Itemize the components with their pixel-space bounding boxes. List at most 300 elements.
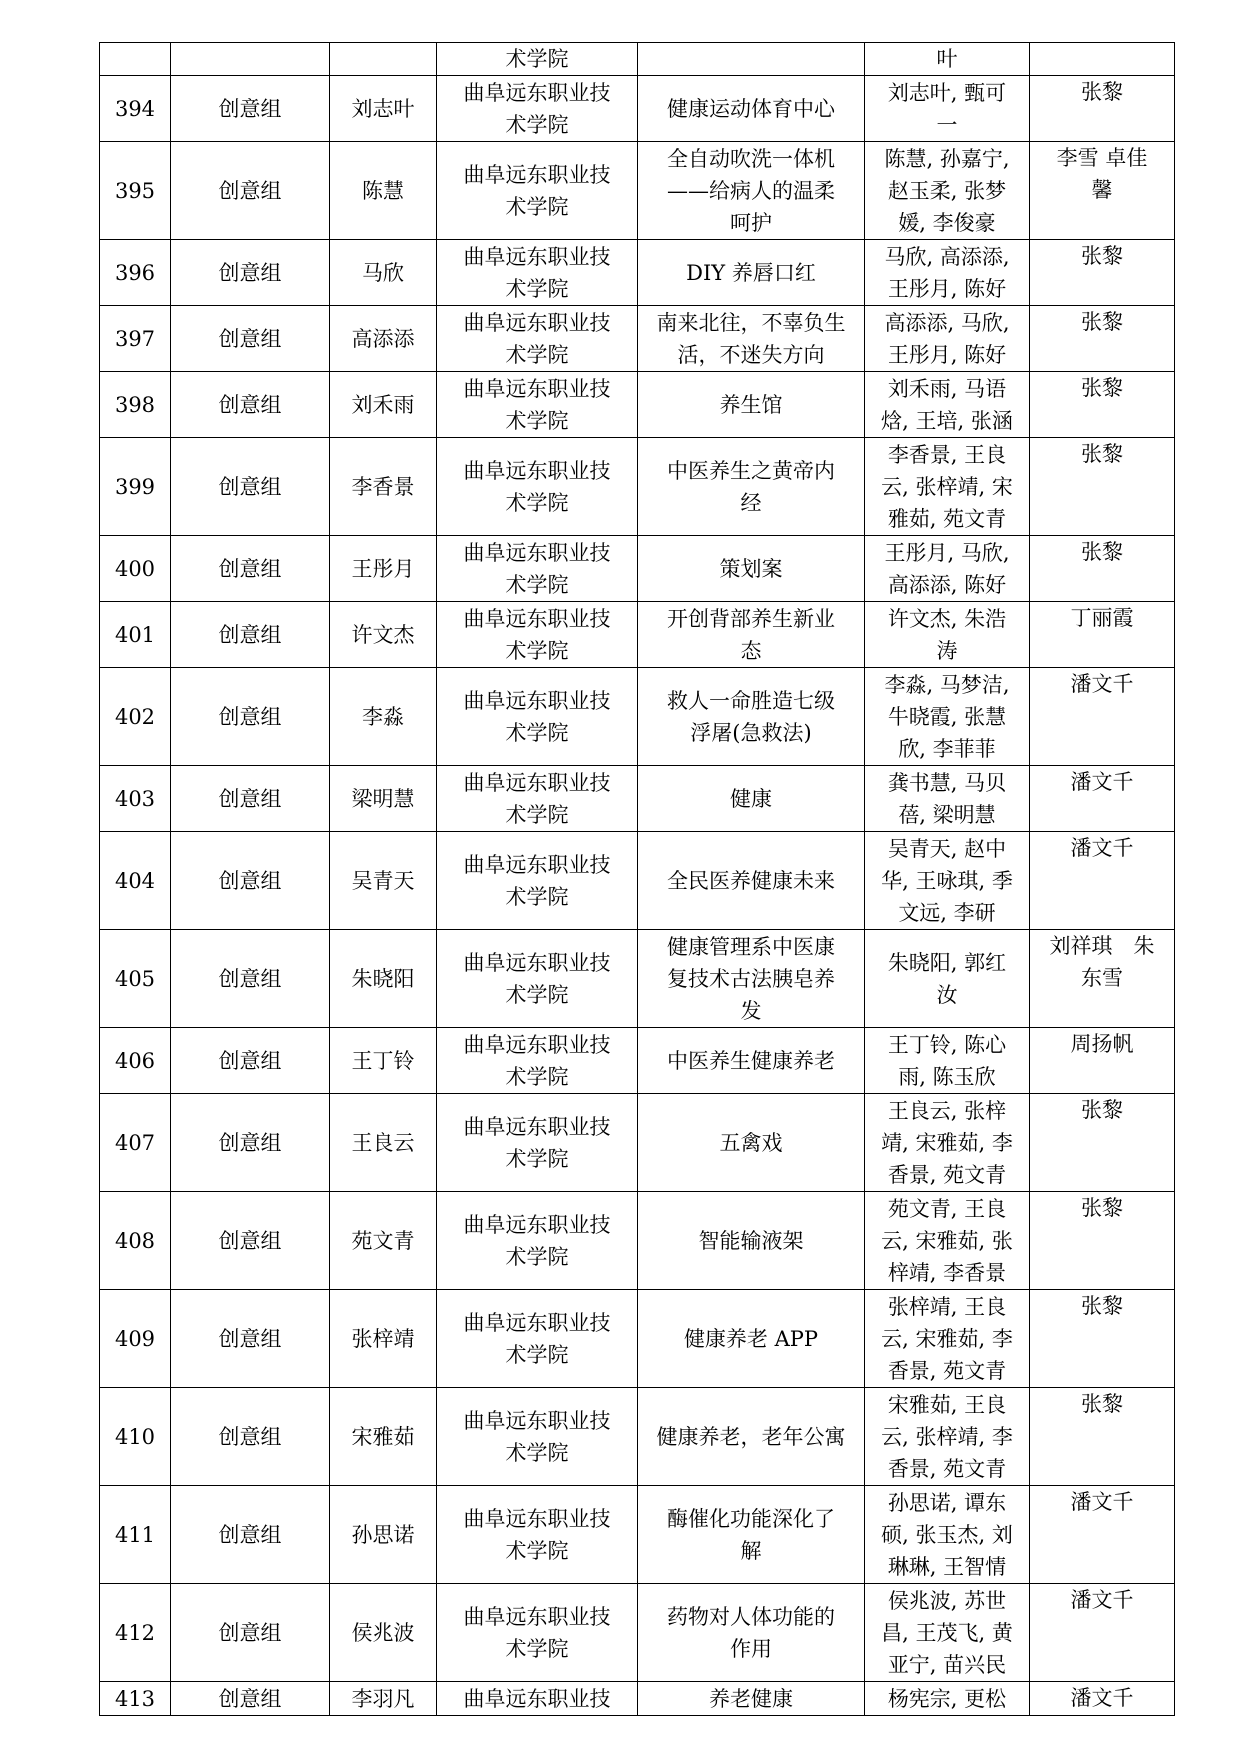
cell-group-text: 创意组 — [218, 178, 282, 203]
cell-advisor — [1030, 1290, 1175, 1388]
cell-advisor — [1030, 930, 1175, 1028]
cell-project-text: 养老健康 — [709, 1686, 793, 1711]
cell-project-text: 智能输液架 — [698, 1228, 804, 1253]
cell-no — [100, 1028, 171, 1094]
cell-leader-text: 刘禾雨 — [351, 392, 415, 417]
cell-no — [100, 832, 171, 930]
cell-advisor — [1030, 668, 1175, 766]
cell-project — [638, 766, 865, 832]
cell-members — [865, 930, 1030, 1028]
cell-advisor — [1030, 766, 1175, 832]
cell-group-text: 创意组 — [218, 786, 282, 811]
cell-advisor-text: 张黎 — [1081, 244, 1123, 268]
cell-school-text: 曲阜远东职业技 术学院 — [463, 1114, 611, 1171]
cell-advisor-text: 张黎 — [1081, 1196, 1123, 1220]
table-row — [100, 766, 1175, 832]
cell-leader — [330, 306, 437, 372]
cell-members — [865, 76, 1030, 142]
cell-group-text: 创意组 — [218, 556, 282, 581]
cell-project-text: 养生馆 — [719, 392, 783, 417]
table-row — [100, 372, 1175, 438]
cell-leader — [330, 832, 437, 930]
cell-project — [638, 1094, 865, 1192]
cell-project-text: 中医养生健康养老 — [667, 1048, 835, 1073]
cell-no-text: 396 — [114, 260, 156, 285]
cell-members — [865, 240, 1030, 306]
cell-advisor — [1030, 43, 1175, 76]
cell-leader — [330, 76, 437, 142]
cell-school-text: 曲阜远东职业技 术学院 — [463, 80, 611, 137]
cell-advisor-text: 李雪 卓佳 馨 — [1056, 146, 1148, 202]
cell-no-text: 397 — [114, 326, 156, 351]
cell-group — [171, 668, 330, 766]
cell-advisor-text: 张黎 — [1081, 80, 1123, 104]
cell-advisor-text: 潘文千 — [1070, 672, 1134, 696]
cell-school — [437, 142, 638, 240]
cell-members — [865, 306, 1030, 372]
cell-group-text: 创意组 — [218, 1522, 282, 1547]
cell-group — [171, 1388, 330, 1486]
cell-advisor-text: 张黎 — [1081, 540, 1123, 564]
cell-leader-text: 张梓靖 — [351, 1326, 415, 1351]
cell-members-text: 李淼, 马梦洁, 牛晓霞, 张慧 欣, 李菲菲 — [884, 672, 1010, 761]
cell-no — [100, 43, 171, 76]
cell-leader — [330, 1028, 437, 1094]
cell-group — [171, 142, 330, 240]
cell-school-text: 曲阜远东职业技 术学院 — [463, 852, 611, 909]
cell-no-text: 408 — [114, 1228, 156, 1253]
table-row — [100, 306, 1175, 372]
cell-leader-text: 王良云 — [351, 1130, 415, 1155]
cell-members — [865, 1192, 1030, 1290]
cell-leader-text: 李淼 — [362, 704, 404, 729]
cell-school-text: 曲阜远东职业技 术学院 — [463, 1604, 611, 1661]
cell-project-text: 健康运动体育中心 — [667, 96, 835, 121]
cell-project — [638, 76, 865, 142]
cell-project-text: 南来北往，不辜负生 活，不迷失方向 — [656, 310, 846, 367]
cell-leader — [330, 1486, 437, 1584]
cell-group — [171, 43, 330, 76]
cell-advisor — [1030, 76, 1175, 142]
cell-leader-text: 孙思诺 — [351, 1522, 415, 1547]
cell-leader-text: 王丁铃 — [351, 1048, 415, 1073]
cell-project-text: 中医养生之黄帝内 经 — [667, 458, 835, 515]
cell-no-text: 398 — [114, 392, 156, 417]
cell-leader-text: 吴青天 — [351, 868, 415, 893]
cell-leader — [330, 142, 437, 240]
cell-leader — [330, 1192, 437, 1290]
cell-school-text: 曲阜远东职业技 术学院 — [463, 376, 611, 433]
cell-project — [638, 668, 865, 766]
cell-leader-text: 苑文青 — [351, 1228, 415, 1253]
cell-project — [638, 142, 865, 240]
cell-group — [171, 832, 330, 930]
table-row — [100, 1388, 1175, 1486]
cell-advisor — [1030, 142, 1175, 240]
cell-group — [171, 438, 330, 536]
cell-leader — [330, 372, 437, 438]
cell-members — [865, 1584, 1030, 1682]
cell-group — [171, 1486, 330, 1584]
cell-school-text: 曲阜远东职业技 术学院 — [463, 310, 611, 367]
cell-group — [171, 76, 330, 142]
cell-project — [638, 930, 865, 1028]
cell-members-text: 高添添, 马欣, 王彤月, 陈好 — [884, 310, 1010, 367]
cell-group — [171, 1094, 330, 1192]
cell-no — [100, 1192, 171, 1290]
cell-group-text: 创意组 — [218, 1130, 282, 1155]
cell-project-text: 健康管理系中医康 复技术古法胰皂养 发 — [667, 934, 835, 1023]
cell-group — [171, 536, 330, 602]
cell-group — [171, 1028, 330, 1094]
cell-school-text: 曲阜远东职业技 术学院 — [463, 244, 611, 301]
cell-leader-text: 王彤月 — [351, 556, 415, 581]
cell-school — [437, 1290, 638, 1388]
cell-school — [437, 832, 638, 930]
cell-group — [171, 240, 330, 306]
cell-group-text: 创意组 — [218, 966, 282, 991]
cell-project-text: 健康养老 APP — [683, 1326, 819, 1351]
table-row — [100, 1094, 1175, 1192]
cell-school-text: 曲阜远东职业技 术学院 — [463, 1506, 611, 1563]
cell-school — [437, 602, 638, 668]
cell-no-text: 394 — [114, 96, 156, 121]
cell-advisor — [1030, 1486, 1175, 1584]
table-row — [100, 240, 1175, 306]
cell-leader-text: 侯兆波 — [351, 1620, 415, 1645]
table-row — [100, 438, 1175, 536]
cell-no-text: 404 — [114, 868, 156, 893]
cell-leader-text: 梁明慧 — [351, 786, 415, 811]
cell-leader — [330, 766, 437, 832]
cell-group-text: 创意组 — [218, 868, 282, 893]
cell-advisor-text: 潘文千 — [1070, 1686, 1134, 1710]
cell-group-text: 创意组 — [218, 474, 282, 499]
cell-members-text: 龚书慧, 马贝 蓓, 梁明慧 — [887, 770, 1007, 827]
cell-members-text: 李香景, 王良 云, 张梓靖, 宋 雅茹, 苑文青 — [881, 442, 1013, 531]
cell-project — [638, 372, 865, 438]
cell-members — [865, 602, 1030, 668]
cell-school-text: 曲阜远东职业技 术学院 — [463, 950, 611, 1007]
cell-school-text: 曲阜远东职业技 术学院 — [463, 1408, 611, 1465]
cell-no-text: 403 — [114, 786, 156, 811]
cell-members-text: 侯兆波, 苏世 昌, 王茂飞, 黄 亚宁, 苗兴民 — [881, 1588, 1013, 1677]
cell-members — [865, 1682, 1030, 1716]
cell-advisor-text: 张黎 — [1081, 1098, 1123, 1122]
cell-no — [100, 930, 171, 1028]
cell-no — [100, 76, 171, 142]
cell-no — [100, 438, 171, 536]
cell-school — [437, 1682, 638, 1716]
cell-school — [437, 668, 638, 766]
cell-no-text: 405 — [114, 966, 156, 991]
cell-no — [100, 1584, 171, 1682]
cell-school-text: 曲阜远东职业技 术学院 — [463, 1310, 611, 1367]
cell-no-text: 401 — [114, 622, 156, 647]
cell-members — [865, 1388, 1030, 1486]
cell-leader-text: 马欣 — [362, 260, 404, 285]
cell-group-text: 创意组 — [218, 260, 282, 285]
table-body — [100, 43, 1175, 1716]
cell-members — [865, 832, 1030, 930]
cell-no — [100, 240, 171, 306]
cell-group — [171, 306, 330, 372]
cell-leader — [330, 1290, 437, 1388]
cell-no — [100, 1486, 171, 1584]
cell-group-text: 创意组 — [218, 1326, 282, 1351]
cell-group-text: 创意组 — [218, 1228, 282, 1253]
table-row — [100, 1290, 1175, 1388]
cell-leader-text: 高添添 — [351, 326, 415, 351]
cell-project — [638, 1388, 865, 1486]
cell-members-text: 刘志叶, 甄可 一 — [887, 80, 1007, 137]
cell-group — [171, 1192, 330, 1290]
cell-leader — [330, 668, 437, 766]
cell-leader-text: 李羽凡 — [351, 1686, 415, 1711]
cell-school-text: 曲阜远东职业技 术学院 — [463, 606, 611, 663]
cell-project-text: 救人一命胜造七级 浮屠(急救法) — [667, 688, 835, 745]
cell-school — [437, 372, 638, 438]
cell-school: 术学院 — [437, 43, 638, 76]
cell-project-text: 健康 — [730, 786, 772, 811]
cell-project — [638, 1584, 865, 1682]
cell-project — [638, 1682, 865, 1716]
table-row — [100, 1584, 1175, 1682]
cell-no — [100, 1388, 171, 1486]
cell-leader-text: 陈慧 — [362, 178, 404, 203]
cell-leader — [330, 438, 437, 536]
cell-school — [437, 76, 638, 142]
table-row — [100, 1028, 1175, 1094]
table-row-continued — [100, 43, 1175, 76]
cell-advisor — [1030, 306, 1175, 372]
cell-group-text: 创意组 — [218, 326, 282, 351]
cell-no-text: 399 — [114, 474, 156, 499]
cell-no — [100, 372, 171, 438]
cell-project-text: 健康养老，老年公寓 — [656, 1424, 846, 1449]
cell-members: 叶 — [865, 43, 1030, 76]
cell-members — [865, 438, 1030, 536]
cell-project-text: 全自动吹洗一体机 ——给病人的温柔 呵护 — [667, 146, 835, 235]
cell-members-text: 吴青天, 赵中 华, 王咏琪, 季 文远, 李研 — [881, 836, 1013, 925]
cell-leader-text: 李香景 — [351, 474, 415, 499]
cell-no-text: 413 — [114, 1686, 156, 1711]
cell-project — [638, 1486, 865, 1584]
cell-group-text: 创意组 — [218, 1686, 282, 1711]
cell-members-text: 马欣, 高添添, 王彤月, 陈好 — [884, 244, 1010, 301]
cell-members-text: 宋雅茹, 王良 云, 张梓靖, 李 香景, 苑文青 — [881, 1392, 1013, 1481]
cell-no — [100, 602, 171, 668]
cell-school — [437, 766, 638, 832]
table-row — [100, 536, 1175, 602]
cell-school-text: 曲阜远东职业技 术学院 — [463, 540, 611, 597]
cell-school-text: 曲阜远东职业技 — [463, 1686, 611, 1711]
cell-school — [437, 1584, 638, 1682]
cell-advisor — [1030, 1682, 1175, 1716]
cell-members-text: 苑文青, 王良 云, 宋雅茹, 张 梓靖, 李香景 — [881, 1196, 1013, 1285]
cell-no-text: 407 — [114, 1130, 156, 1155]
cell-advisor-text: 张黎 — [1081, 310, 1123, 334]
cell-project — [638, 832, 865, 930]
cell-advisor — [1030, 1094, 1175, 1192]
table-row — [100, 76, 1175, 142]
cell-group — [171, 1584, 330, 1682]
cell-project-text: DIY 养唇口红 — [686, 260, 816, 285]
cell-project-text: 药物对人体功能的 作用 — [667, 1604, 835, 1661]
cell-leader — [330, 930, 437, 1028]
cell-project — [638, 1028, 865, 1094]
cell-project — [638, 1192, 865, 1290]
cell-members-text: 陈慧, 孙嘉宁, 赵玉柔, 张梦 媛, 李俊豪 — [884, 146, 1010, 235]
cell-group-text: 创意组 — [218, 704, 282, 729]
cell-school — [437, 438, 638, 536]
cell-project — [638, 536, 865, 602]
cell-advisor-text: 潘文千 — [1070, 770, 1134, 794]
cell-project-text: 开创背部养生新业 态 — [667, 606, 835, 663]
cell-school-text: 曲阜远东职业技 术学院 — [463, 688, 611, 745]
cell-school — [437, 1486, 638, 1584]
cell-advisor — [1030, 1388, 1175, 1486]
cell-advisor — [1030, 1028, 1175, 1094]
cell-school-text: 曲阜远东职业技 术学院 — [463, 770, 611, 827]
cell-group-text: 创意组 — [218, 1424, 282, 1449]
cell-members — [865, 1486, 1030, 1584]
cell-group-text: 创意组 — [218, 622, 282, 647]
cell-group — [171, 930, 330, 1028]
cell-members — [865, 668, 1030, 766]
cell-group — [171, 1682, 330, 1716]
award-table — [99, 42, 1175, 1716]
cell-group-text: 创意组 — [218, 1620, 282, 1645]
cell-advisor — [1030, 1192, 1175, 1290]
cell-school — [437, 930, 638, 1028]
cell-no — [100, 766, 171, 832]
cell-leader — [330, 43, 437, 76]
cell-advisor — [1030, 1584, 1175, 1682]
cell-advisor-text: 潘文千 — [1070, 1490, 1134, 1514]
cell-no — [100, 1290, 171, 1388]
table-row — [100, 1486, 1175, 1584]
cell-members-text: 许文杰, 朱浩 涛 — [887, 606, 1007, 663]
cell-no-text: 410 — [114, 1424, 156, 1449]
cell-school — [437, 1028, 638, 1094]
cell-leader — [330, 602, 437, 668]
cell-members — [865, 372, 1030, 438]
cell-group-text: 创意组 — [218, 392, 282, 417]
cell-leader — [330, 1682, 437, 1716]
table-row — [100, 1682, 1175, 1716]
cell-advisor-text: 张黎 — [1081, 1392, 1123, 1416]
cell-no — [100, 142, 171, 240]
cell-leader — [330, 1584, 437, 1682]
cell-group — [171, 602, 330, 668]
cell-advisor-text: 张黎 — [1081, 376, 1123, 400]
cell-project-text: 酶催化功能深化了 解 — [667, 1506, 835, 1563]
cell-school-text: 曲阜远东职业技 术学院 — [463, 1212, 611, 1269]
cell-members — [865, 536, 1030, 602]
table-row — [100, 602, 1175, 668]
cell-advisor — [1030, 240, 1175, 306]
cell-school — [437, 536, 638, 602]
cell-project — [638, 306, 865, 372]
cell-group — [171, 372, 330, 438]
cell-advisor-text: 张黎 — [1081, 442, 1123, 466]
cell-no-text: 400 — [114, 556, 156, 581]
cell-school — [437, 1094, 638, 1192]
cell-group — [171, 766, 330, 832]
table-row — [100, 832, 1175, 930]
cell-no — [100, 536, 171, 602]
cell-leader-text: 朱晓阳 — [351, 966, 415, 991]
cell-members — [865, 1094, 1030, 1192]
cell-leader — [330, 1388, 437, 1486]
cell-members-text: 杨宪宗, 更松 — [887, 1686, 1007, 1711]
cell-project-text: 全民医养健康未来 — [667, 868, 835, 893]
cell-project — [638, 240, 865, 306]
cell-advisor — [1030, 602, 1175, 668]
cell-school — [437, 306, 638, 372]
cell-members-text: 王丁铃, 陈心 雨, 陈玉欣 — [887, 1032, 1007, 1089]
cell-leader — [330, 240, 437, 306]
cell-advisor-text: 刘祥琪 朱 东雪 — [1049, 934, 1155, 990]
cell-project-text: 策划案 — [719, 556, 783, 581]
cell-members-text: 刘禾雨, 马语 焓, 王培, 张涵 — [881, 376, 1013, 433]
cell-leader-text: 许文杰 — [351, 622, 415, 647]
cell-members — [865, 1028, 1030, 1094]
cell-project — [638, 438, 865, 536]
cell-no-text: 411 — [114, 1522, 156, 1547]
cell-members-text: 孙思诺, 谭东 硕, 张玉杰, 刘 琳琳, 王智情 — [881, 1490, 1013, 1579]
cell-members — [865, 766, 1030, 832]
cell-no — [100, 1682, 171, 1716]
cell-members-text: 张梓靖, 王良 云, 宋雅茹, 李 香景, 苑文青 — [881, 1294, 1013, 1383]
cell-project — [638, 602, 865, 668]
cell-advisor — [1030, 536, 1175, 602]
cell-advisor — [1030, 372, 1175, 438]
cell-leader — [330, 1094, 437, 1192]
cell-members-text: 王良云, 张梓 靖, 宋雅茹, 李 香景, 苑文青 — [881, 1098, 1013, 1187]
cell-no — [100, 668, 171, 766]
table-row — [100, 1192, 1175, 1290]
cell-group-text: 创意组 — [218, 96, 282, 121]
cell-school-text: 曲阜远东职业技 术学院 — [463, 1032, 611, 1089]
cell-leader-text: 宋雅茹 — [351, 1424, 415, 1449]
table-row — [100, 668, 1175, 766]
cell-members — [865, 1290, 1030, 1388]
cell-school-text: 曲阜远东职业技 术学院 — [463, 162, 611, 219]
cell-no-text: 395 — [114, 178, 156, 203]
cell-no — [100, 306, 171, 372]
cell-members — [865, 142, 1030, 240]
cell-leader-text: 刘志叶 — [351, 96, 415, 121]
cell-no-text: 406 — [114, 1048, 156, 1073]
cell-school-text: 曲阜远东职业技 术学院 — [463, 458, 611, 515]
table-row — [100, 930, 1175, 1028]
cell-advisor — [1030, 438, 1175, 536]
cell-members-text: 王彤月, 马欣, 高添添, 陈好 — [884, 540, 1010, 597]
cell-advisor-text: 周扬帆 — [1070, 1032, 1134, 1056]
cell-group — [171, 1290, 330, 1388]
cell-school — [437, 240, 638, 306]
cell-no-text: 409 — [114, 1326, 156, 1351]
cell-advisor-text: 潘文千 — [1070, 1588, 1134, 1612]
cell-project-text: 五禽戏 — [719, 1130, 783, 1155]
cell-project — [638, 43, 865, 76]
cell-group-text: 创意组 — [218, 1048, 282, 1073]
cell-advisor-text: 潘文千 — [1070, 836, 1134, 860]
cell-school — [437, 1388, 638, 1486]
cell-project — [638, 1290, 865, 1388]
